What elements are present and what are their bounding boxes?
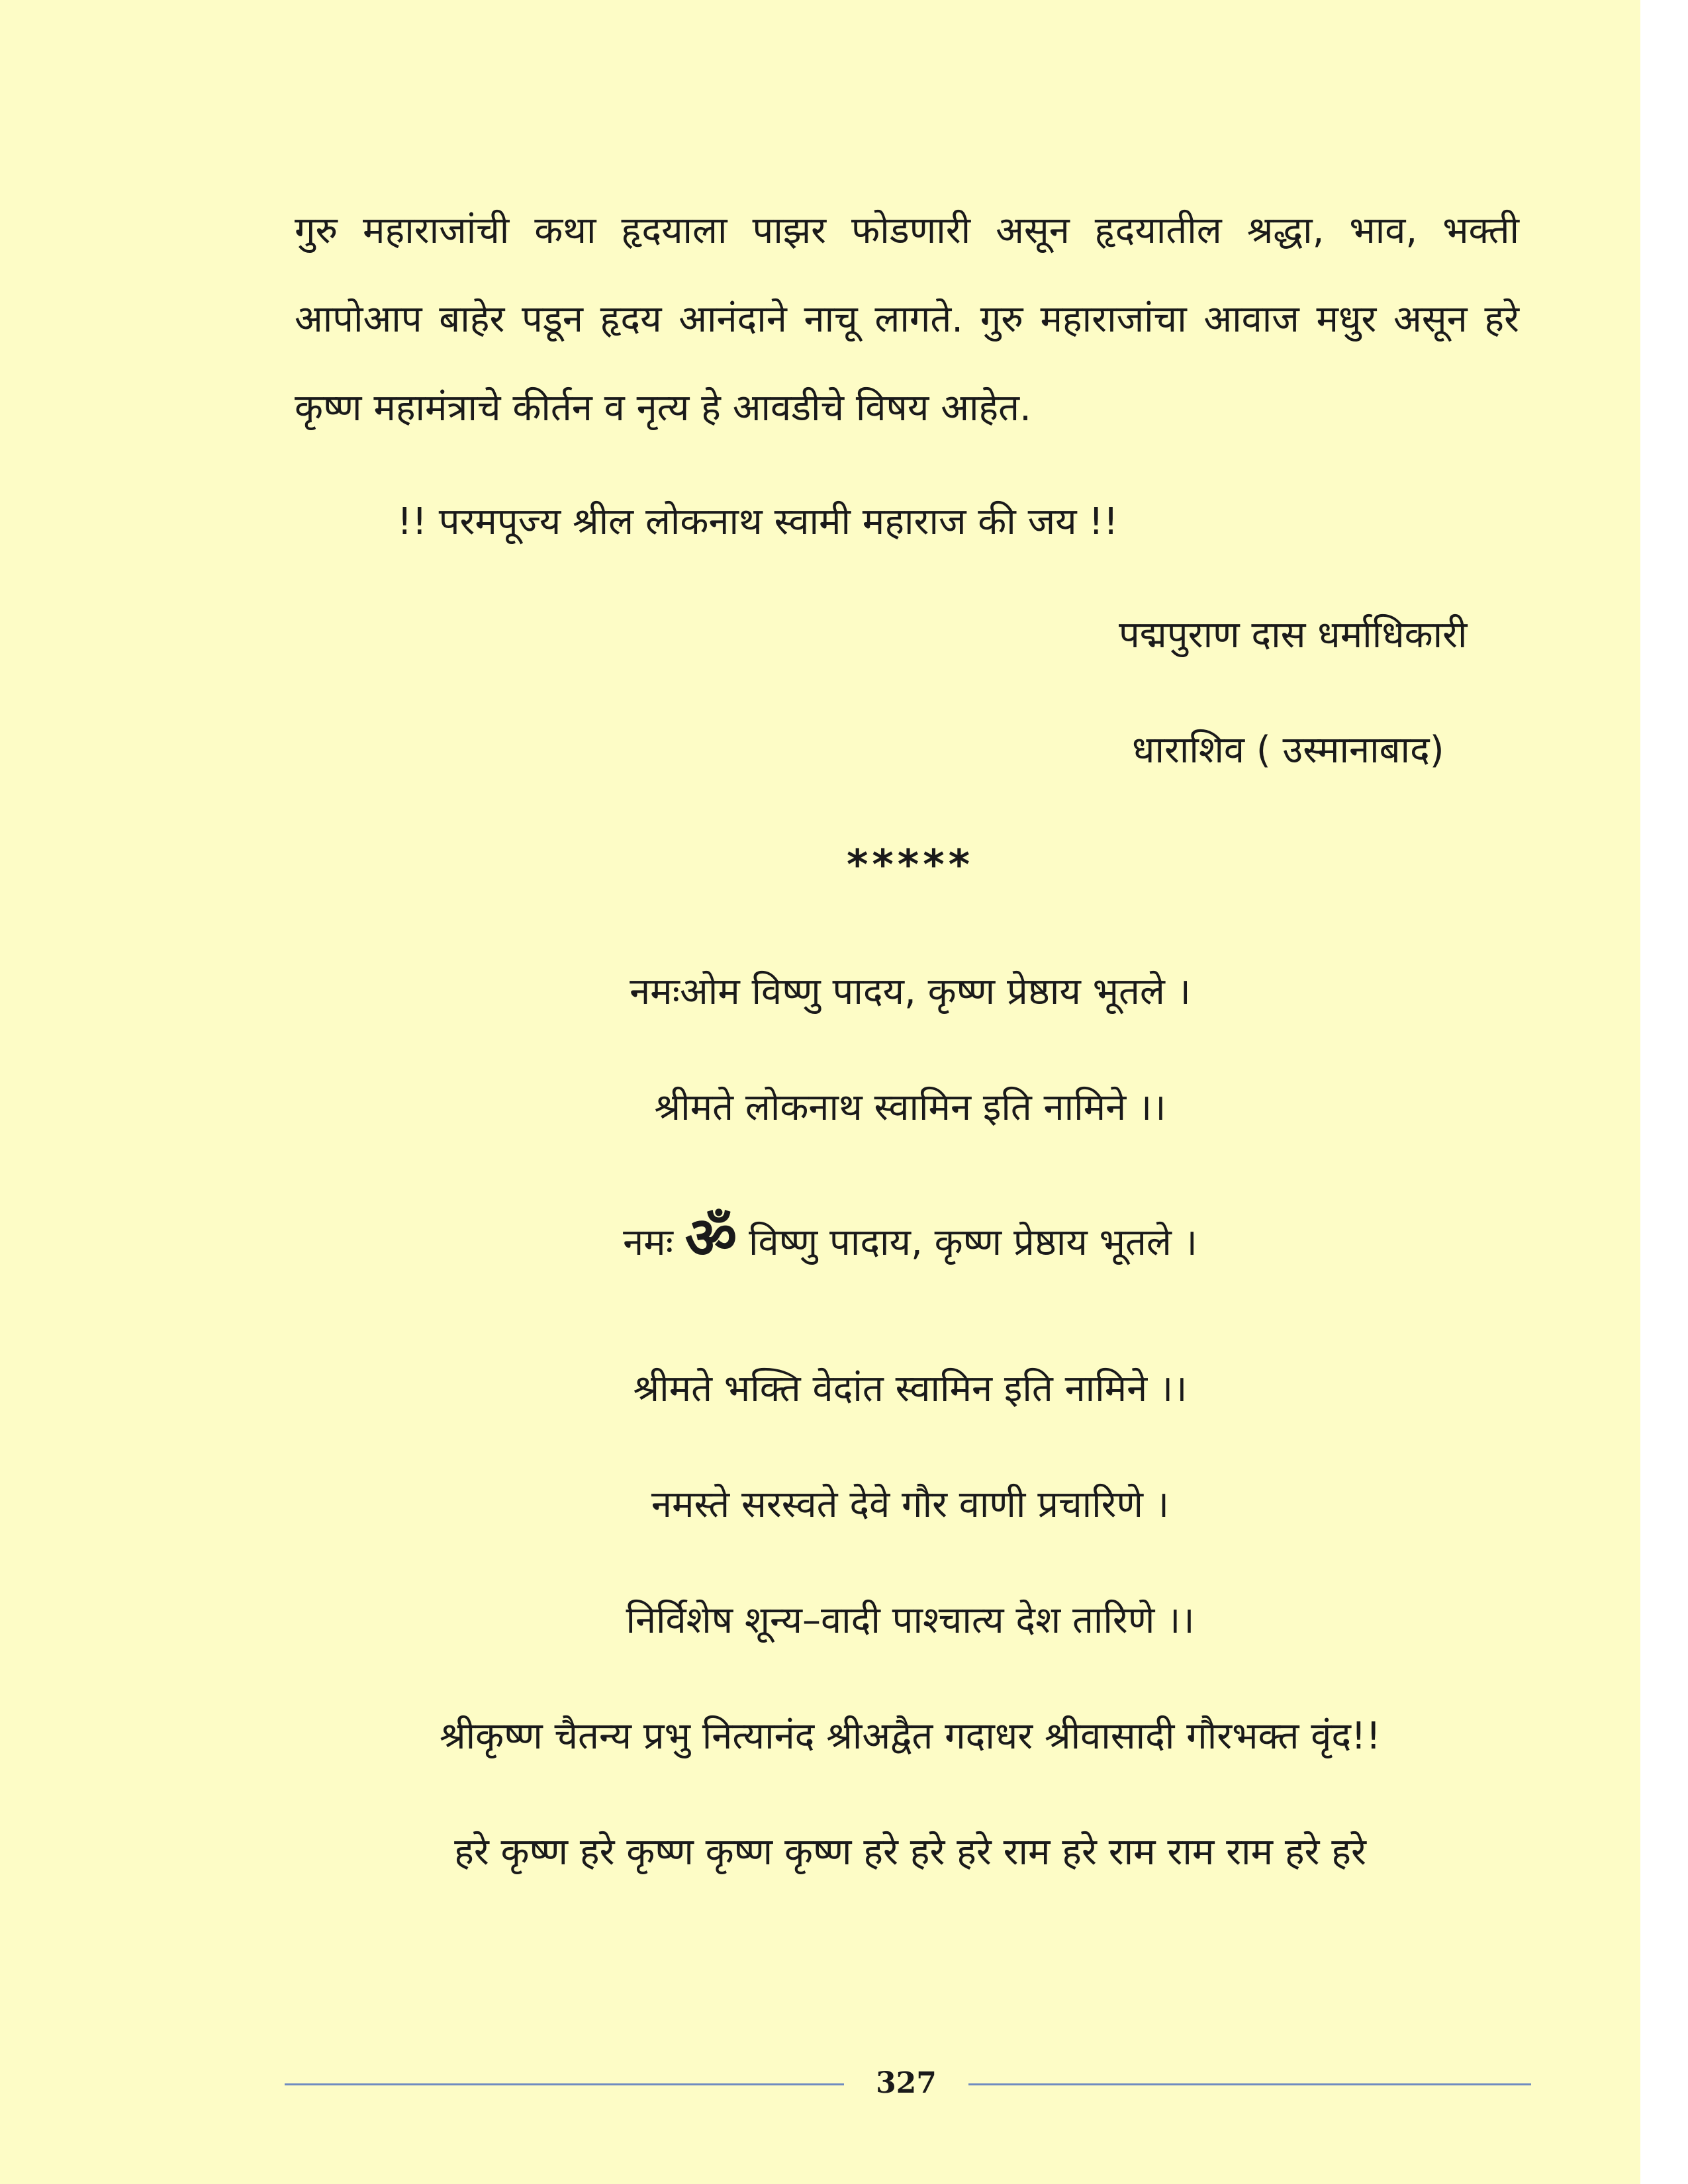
author-place: धाराशिव ( उस्मानाबाद) (1132, 729, 1444, 772)
verse-line-3-prefix: नमः (623, 1221, 673, 1264)
verse-line-5: नमस्ते सरस्वते देवे गौर वाणी प्रचारिणे । (651, 1483, 1170, 1526)
verse-line-7: श्रीकृष्ण चैतन्य प्रभु नित्यानंद श्रीअद्वैत गदाधर श्रीवासादी गौरभक्त वृंद!! (440, 1715, 1381, 1758)
verse-line-2: श्रीमते लोकनाथ स्वामिन इति नामिने ।। (654, 1086, 1166, 1129)
section-separator: ***** (846, 841, 974, 889)
footer-rule-right (968, 2083, 1531, 2085)
page-number: 327 (876, 2066, 937, 2100)
footer-rule-left (285, 2083, 844, 2085)
verse-line-1: नमःओम विष्णु पादय, कृष्ण प्रेष्ठाय भूतले । (630, 970, 1191, 1013)
verse-line-8: हरे कृष्ण हरे कृष्ण कृष्ण कृष्ण हरे हरे हरे राम हरे राम राम राम हरे हरे (454, 1831, 1366, 1874)
jay-line: !! परमपूज्य श्रील लोकनाथ स्वामी महाराज की जय !! (397, 500, 1119, 543)
body-paragraph: गुरु महाराजांची कथा हृदयाला पाझर फोडणारी असून हृदयातील श्रद्धा, भाव, भक्ती आपोआप बाहेर पडून हृदय आनंदाने नाचू लागते. गुरु महाराजांचा आवाज मधुर असून हरे कृष्ण महामंत्राचे कीर्तन व नृत्य हे आवडीचे विषय आहेत. (295, 209, 1519, 430)
verse-line-4: श्रीमते भक्ति वेदांत स्वामिन इति नामिने ।। (633, 1367, 1188, 1410)
verse-line-3 (0, 1205, 1688, 1273)
verse-line-6: निर्विशेष शून्य–वादी पाश्चात्य देश तारिणे ।। (626, 1599, 1195, 1642)
author-name: पद्मपुराण दास धर्माधिकारी (1119, 614, 1468, 657)
verse-line-3-text: विष्णु पादाय, कृष्ण प्रेष्ठाय भूतले । (749, 1221, 1197, 1264)
om-symbol: ॐ (684, 1205, 737, 1271)
